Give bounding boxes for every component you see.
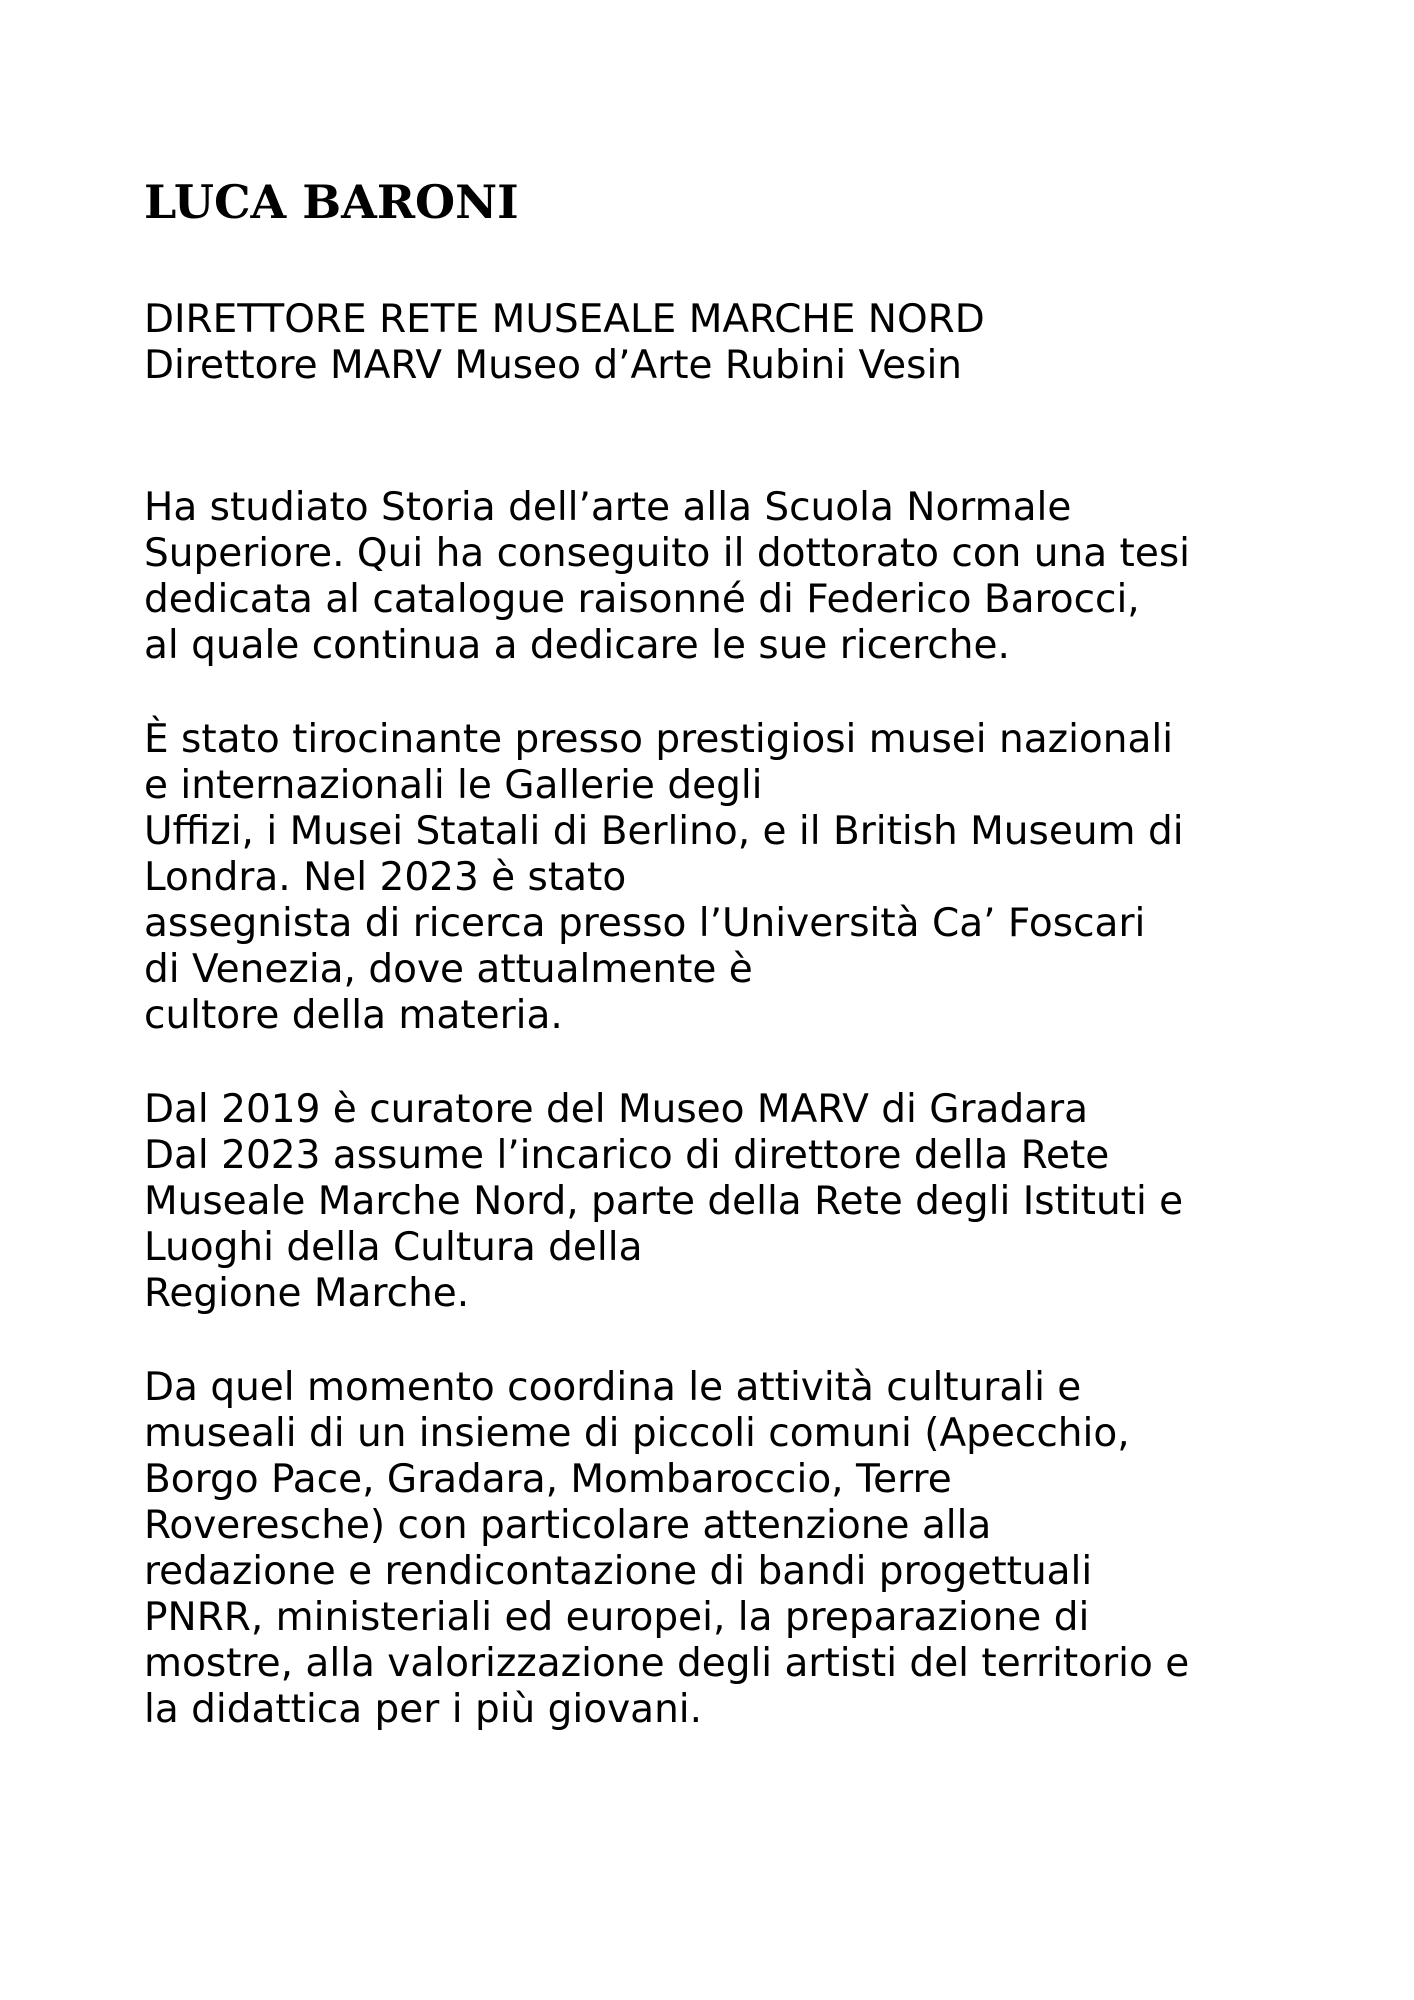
text-line: assegnista di ricerca presso l’Università Ca’ Foscari — [144, 901, 1146, 946]
role-title: DIRETTORE RETE MUSEALE MARCHE NORD — [144, 297, 985, 342]
text-line: cultore della materia. — [144, 993, 563, 1038]
role-subtitle: Direttore MARV Museo d’Arte Rubini Vesin — [144, 343, 963, 388]
text-line: al quale continua a dedicare le sue ricerche. — [144, 623, 1010, 668]
text-line: Londra. Nel 2023 è stato — [144, 855, 627, 900]
text-line: È stato tirocinante presso prestigiosi musei nazionali — [144, 717, 1174, 762]
bio-paragraph-activities — [144, 1365, 1324, 1733]
text-line: Uffizi, i Musei Statali di Berlino, e il British Museum di — [144, 809, 1184, 854]
text-line: mostre, alla valorizzazione degli artisti del territorio e — [144, 1641, 1190, 1686]
text-line: Da quel momento coordina le attività culturali e — [144, 1365, 1082, 1410]
text-line: Superiore. Qui ha conseguito il dottorato con una tesi — [144, 531, 1190, 576]
text-line: Roveresche) con particolare attenzione alla — [144, 1503, 992, 1548]
text-line: PNRR, ministeriali ed europei, la preparazione di — [144, 1595, 1090, 1640]
text-line: Dal 2019 è curatore del Museo MARV di Gradara — [144, 1087, 1089, 1132]
bio-paragraph-roles — [144, 1087, 1324, 1317]
roles-block — [144, 297, 1324, 389]
text-line: Ha studiato Storia dell’arte alla Scuola Normale — [144, 485, 1072, 530]
text-line: di Venezia, dove attualmente è — [144, 947, 753, 992]
text-line: dedicata al catalogue raisonné di Federico Barocci, — [144, 577, 1140, 622]
text-line: la didattica per i più giovani. — [144, 1687, 703, 1732]
person-name: LUCA BARONI — [144, 175, 519, 229]
text-line: redazione e rendicontazione di bandi progettuali — [144, 1549, 1093, 1594]
text-line: museali di un insieme di piccoli comuni (Apecchio, — [144, 1411, 1130, 1456]
bio-paragraph-internships — [144, 717, 1324, 1039]
text-line: Dal 2023 assume l’incarico di direttore della Rete — [144, 1133, 1110, 1178]
text-line: Museale Marche Nord, parte della Rete degli Istituti e — [144, 1179, 1184, 1224]
bio-paragraph-education — [144, 485, 1324, 669]
text-line: Borgo Pace, Gradara, Mombaroccio, Terre — [144, 1457, 952, 1502]
text-line: Regione Marche. — [144, 1271, 470, 1316]
text-line: e internazionali le Gallerie degli — [144, 763, 763, 808]
text-line: Luoghi della Cultura della — [144, 1225, 643, 1270]
